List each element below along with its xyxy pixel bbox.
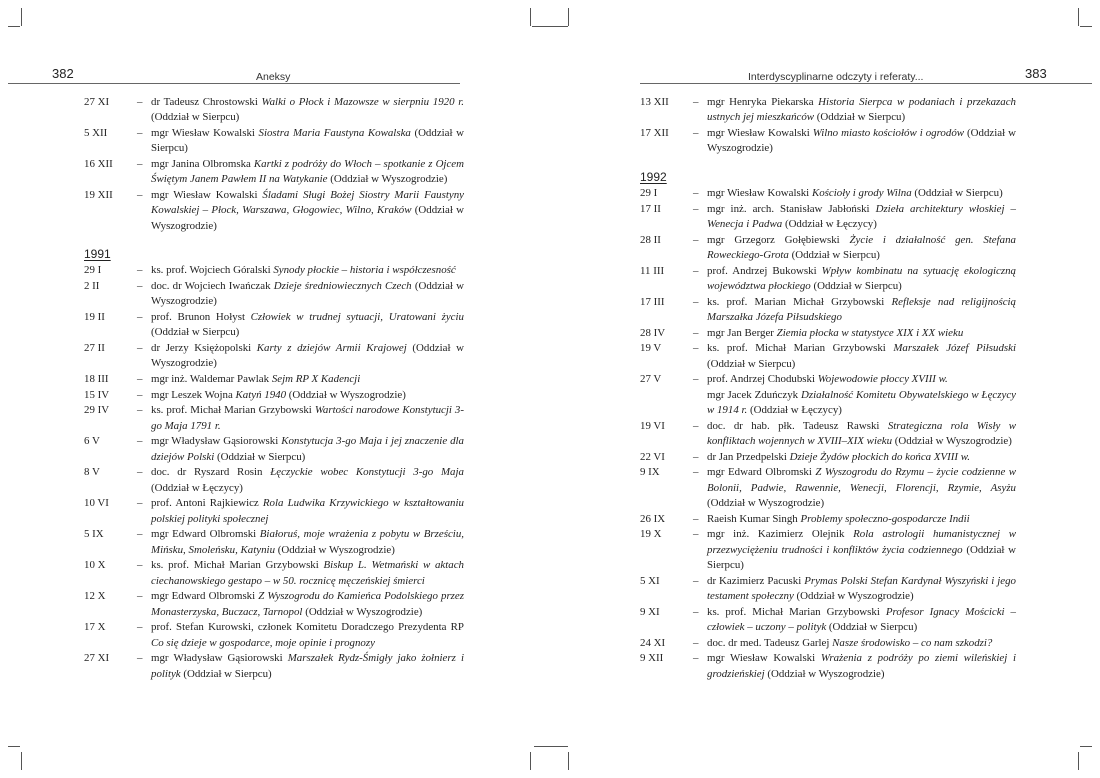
dash-separator: – <box>137 559 143 572</box>
crop-mark <box>1080 26 1092 27</box>
lecture-entry <box>84 388 464 404</box>
lecture-date: 17 X <box>84 621 106 634</box>
lecture-entry <box>640 95 1016 126</box>
dash-separator: – <box>137 621 143 634</box>
lecture-title: Dzieła architektury włoskiej – Wenecja i Padwa <box>707 202 1016 230</box>
dash-separator: – <box>693 419 699 432</box>
lecture-date: 6 V <box>84 435 100 448</box>
lecture-speaker-text: dr Kazimierz Pacuski <box>707 574 805 587</box>
lecture-speaker-text: (Oddział w Sierpcu) <box>707 543 1016 572</box>
lecture-title: Z Wyszogrodu do Rzymu – życie codzienne w Bolonii, Padwie, Rawennie, Wenecji, Florencji, Rzymie, Asyżu <box>707 466 1016 494</box>
lecture-speaker-text: (Oddział w Wyszogrodzie) <box>764 667 885 680</box>
lecture-date: 8 V <box>84 466 100 479</box>
lecture-date: 19 XII <box>84 189 113 201</box>
lecture-date: 17 III <box>640 295 665 308</box>
lecture-speaker-text: (Oddział w Wyszogrodzie) <box>151 204 464 232</box>
lecture-title: Katyń 1940 <box>235 388 287 401</box>
lecture-description <box>151 126 464 157</box>
lecture-entry <box>84 620 464 651</box>
lecture-title: Profesor Ignacy Mościcki – człowiek – uczony – polityk <box>707 605 1017 634</box>
lecture-date: 19 X <box>640 528 662 541</box>
lecture-speaker-text: mgr Wiesław Kowalski <box>151 127 259 139</box>
crop-mark <box>568 752 569 770</box>
lecture-speaker-text: prof. Antoni Rajkiewicz <box>151 497 263 510</box>
dash-separator: – <box>693 652 699 665</box>
lecture-entry <box>84 527 464 558</box>
dash-separator: – <box>137 96 143 108</box>
dash-separator: – <box>693 187 699 199</box>
lecture-date: 24 XI <box>640 636 666 649</box>
lecture-speaker-text: mgr Henryka Piekarska <box>707 96 819 108</box>
dash-separator: – <box>693 326 699 339</box>
lecture-description <box>151 263 464 279</box>
lecture-entry <box>640 264 1016 295</box>
lecture-description <box>707 186 1016 202</box>
lecture-title: Prymas Polski Stefan Kardynał Wyszyński i jego testament społeczny <box>707 574 1016 603</box>
lecture-description <box>707 512 1016 528</box>
year-heading: 1991 <box>84 247 111 262</box>
lecture-speaker-text: mgr Edward Olbromski <box>151 590 259 603</box>
lecture-date: 19 VI <box>640 419 665 432</box>
lecture-speaker-text: (Oddział w Sierpcu) <box>151 127 464 155</box>
lecture-speaker-text: (Oddział w Wyszogrodzie) <box>151 280 465 308</box>
lecture-date: 26 IX <box>640 512 666 525</box>
lecture-title: Historia Sierpca w podaniach i przekazach ustnych jej mieszkańców <box>707 96 1016 124</box>
lecture-description <box>151 310 464 341</box>
dash-separator: – <box>137 497 143 510</box>
lecture-entry <box>640 326 1016 342</box>
lecture-title: Wartości narodowe Konstytucji 3-go Maja 1791 r. <box>151 404 464 432</box>
lecture-date: 12 X <box>84 590 106 603</box>
dash-separator: – <box>693 295 699 308</box>
right-page-number: 383 <box>1025 66 1047 81</box>
lecture-speaker-text: (Oddział w Wyszogrodzie) <box>151 342 464 370</box>
lecture-speaker-text: doc. dr Ryszard Rosin <box>151 466 271 479</box>
lecture-description <box>151 527 464 558</box>
lecture-speaker-text: ks. prof. Wojciech Góralski <box>151 264 274 277</box>
dash-separator: – <box>693 450 699 463</box>
lecture-description <box>707 126 1016 157</box>
lecture-description <box>707 341 1016 372</box>
lecture-title: Rola astrologii humanistycznej w przezwyciężeniu trudności i konfliktów życia codziennego <box>707 528 1016 556</box>
lecture-description <box>151 496 464 527</box>
lecture-speaker-text: mgr inż. Kazimierz Olejnik <box>707 528 854 541</box>
lecture-speaker-text: (Oddział w Łęczycy) <box>782 218 877 230</box>
lecture-entry <box>84 279 464 310</box>
lecture-date: 10 X <box>84 559 106 572</box>
left-running-title: Aneksy <box>256 71 291 83</box>
dash-separator: – <box>137 590 143 603</box>
lecture-speaker-text: ks. prof. Michał Marian Grzybowski <box>707 605 886 618</box>
lecture-entry <box>640 341 1016 372</box>
lecture-entry <box>640 372 1016 388</box>
lecture-date: 29 I <box>84 264 102 277</box>
lecture-speaker-text: ks. prof. Michał Marian Grzybowski <box>151 404 315 417</box>
lecture-description <box>707 388 1016 419</box>
lecture-title: Marszałek Rydz-Śmigły jako żołnierz i polityk <box>151 652 464 680</box>
lecture-description <box>707 233 1016 264</box>
dash-separator: – <box>693 528 699 541</box>
lecture-date: 27 XI <box>84 652 110 665</box>
crop-mark <box>534 26 568 27</box>
dash-separator: – <box>137 280 143 292</box>
lecture-date: 5 XI <box>640 574 660 587</box>
dash-separator: – <box>137 466 143 479</box>
lecture-speaker-text: (Oddział w Wyszogrodzie) <box>793 590 914 603</box>
lecture-speaker-text: (Oddział w Sierpcu) <box>180 667 272 680</box>
lecture-speaker-text: (Oddział w Sierpcu) <box>214 450 306 463</box>
lecture-description <box>707 651 1016 682</box>
lecture-entry <box>84 188 464 234</box>
lecture-title: Łęczyckie wobec Konstytucji 3-go Maja <box>270 466 464 479</box>
lecture-speaker-text: (Oddział w Sierpcu) <box>151 326 240 339</box>
lecture-description <box>707 574 1016 605</box>
lecture-speaker-text: mgr Jacek Zduńczyk <box>707 388 802 401</box>
lecture-entry <box>640 233 1016 264</box>
dash-separator: – <box>693 96 699 108</box>
lecture-speaker-text: mgr Edward Olbromski <box>151 528 260 541</box>
lecture-date: 13 XII <box>640 96 669 108</box>
lecture-entry <box>84 403 464 434</box>
dash-separator: – <box>137 342 143 354</box>
lecture-entry <box>84 465 464 496</box>
lecture-speaker-text: dr Jan Przedpelski <box>707 450 790 463</box>
lecture-description <box>707 636 1016 652</box>
lecture-title: Dzieje średniowiecznych Czech <box>273 280 412 292</box>
lecture-speaker-text: mgr Leszek Wojna <box>151 388 236 401</box>
lecture-date: 17 II <box>640 202 661 215</box>
dash-separator: – <box>693 512 699 525</box>
lecture-title: Strategiczna rola Wisły w konfliktach wojennych w XVIII–XIX wieku <box>707 419 1016 448</box>
lecture-speaker-text: mgr Jan Berger <box>707 326 777 339</box>
lecture-date: 5 XII <box>84 127 108 139</box>
lecture-speaker-text: mgr Wiesław Kowalski <box>707 127 813 139</box>
lecture-speaker-text: prof. Andrzej Bukowski <box>707 264 822 277</box>
right-running-title: Interdyscyplinarne odczyty i referaty... <box>748 71 924 83</box>
lecture-title: Synody płockie – historia i współczesność <box>273 264 456 277</box>
lecture-entry <box>84 310 464 341</box>
left-page-content <box>84 95 464 682</box>
lecture-date: 28 IV <box>640 326 666 339</box>
lecture-date: 5 IX <box>84 528 104 541</box>
lecture-description <box>151 188 464 234</box>
left-header-rule <box>8 83 460 84</box>
lecture-speaker-text: prof. Stefan Kurowski, członek Komitetu Doradczego Prezydenta RP <box>151 621 464 634</box>
lecture-title: Nasze środowisko – co nam szkodzi? <box>832 636 993 649</box>
dash-separator: – <box>137 652 143 665</box>
crop-mark <box>1080 746 1092 747</box>
lecture-date: 9 XII <box>640 652 664 665</box>
crop-mark <box>8 746 20 747</box>
lecture-date: 9 XI <box>640 605 660 618</box>
lecture-description <box>151 341 464 372</box>
lecture-date: 27 II <box>84 342 105 354</box>
lecture-title: Z Wyszogrodu do Kamieńca Podolskiego przez Monasterzyska, Buczacz, Tarnopol <box>151 590 464 618</box>
lecture-entry <box>84 651 464 682</box>
lecture-title: Co się dzieje w gospodarce, moje opinie i prognozy <box>151 636 375 649</box>
lecture-speaker-text: (Oddział w Wyszogrodzie) <box>327 173 448 186</box>
dash-separator: – <box>693 264 699 277</box>
lecture-title: Karty z dziejów Armii Krajowej <box>256 342 407 354</box>
lecture-entry <box>640 574 1016 605</box>
lecture-date: 10 VI <box>84 497 109 510</box>
lecture-title: Człowiek w trudnej sytuacji, Uratowani życiu <box>250 311 464 323</box>
right-header-rule <box>640 83 1092 84</box>
lecture-date: 28 II <box>640 233 661 246</box>
dash-separator: – <box>137 528 143 541</box>
lecture-entry <box>640 465 1016 511</box>
lecture-title: Kościoły i grody Wilna <box>811 187 912 199</box>
dash-separator: – <box>137 158 143 170</box>
crop-mark <box>21 8 22 26</box>
lecture-entry <box>640 651 1016 682</box>
lecture-speaker-text: (Oddział w Sierpcu) <box>911 187 1003 199</box>
lecture-speaker-text: (Oddział w Sierpcu) <box>826 621 918 634</box>
lecture-description <box>151 465 464 496</box>
lecture-entry <box>640 388 1016 419</box>
crop-mark <box>1078 752 1079 770</box>
lecture-speaker-text: mgr Edward Olbromski <box>707 466 816 479</box>
dash-separator: – <box>693 373 699 386</box>
lecture-description <box>707 95 1016 126</box>
lecture-speaker-text: doc. dr med. Tadeusz Garlej <box>707 636 833 649</box>
lecture-title: Walki o Płock i Mazowsze w sierpniu 1920 r. <box>261 96 464 108</box>
lecture-date: 9 IX <box>640 466 660 479</box>
lecture-title: Wpływ kombinatu na sytuację ekologiczną województwa płockiego <box>707 264 1016 292</box>
lecture-title: Problemy społeczno-gospodarcze Indii <box>800 512 970 525</box>
lecture-entry <box>84 157 464 188</box>
lecture-speaker-text: (Oddział w Sierpcu) <box>814 111 906 124</box>
dash-separator: – <box>693 466 699 479</box>
lecture-date: 29 I <box>640 187 658 199</box>
lecture-speaker-text: (Oddział w Wyszogrodzie) <box>286 388 406 401</box>
lecture-entry <box>640 186 1016 202</box>
lecture-entry <box>84 496 464 527</box>
lecture-description <box>707 450 1016 466</box>
lecture-speaker-text: mgr Władysław Gąsiorowski <box>151 435 282 448</box>
lecture-entry <box>84 95 464 126</box>
lecture-entry <box>640 126 1016 157</box>
lecture-entry <box>84 589 464 620</box>
lecture-speaker-text: (Oddział w Sierpcu) <box>151 111 240 124</box>
crop-mark <box>21 752 22 770</box>
lecture-speaker-text: ks. prof. Michał Marian Grzybowski <box>707 342 894 355</box>
lecture-speaker-text: dr Tadeusz Chrostowski <box>151 96 262 108</box>
lecture-description <box>151 372 464 388</box>
crop-mark <box>530 752 531 770</box>
crop-mark <box>532 26 534 27</box>
lecture-description <box>707 202 1016 233</box>
lecture-speaker-text: mgr Wiesław Kowalski <box>707 187 812 199</box>
lecture-speaker-text: doc. dr hab. płk. Tadeusz Rawski <box>707 419 888 432</box>
lecture-entry <box>640 419 1016 450</box>
lecture-speaker-text: ks. prof. Michał Marian Grzybowski <box>151 559 324 572</box>
lecture-speaker-text: (Oddział w Wyszogrodzie) <box>302 605 423 618</box>
lecture-entry <box>84 341 464 372</box>
lecture-date: 19 II <box>84 311 105 323</box>
lecture-title: Dzieje Żydów płockich do końca XVIII w. <box>789 450 970 463</box>
lecture-title: Wilno miasto kościołów i ogrodów <box>812 127 965 139</box>
lecture-title: Białoruś, moje wrażenia z pobytu w Brześciu, Mińsku, Smoleńsku, Katyniu <box>151 528 464 556</box>
lecture-speaker-text: (Oddział w Wyszogrodzie) <box>707 127 1016 155</box>
dash-separator: – <box>693 605 699 618</box>
lecture-speaker-text: mgr inż. Waldemar Pawlak <box>151 373 272 385</box>
lecture-description <box>151 651 464 682</box>
lecture-entry <box>640 202 1016 233</box>
lecture-description <box>151 157 464 188</box>
lecture-title: Refleksje nad religijnością Marszałka Józefa Piłsudskiego <box>707 295 1016 323</box>
lecture-date: 15 IV <box>84 388 110 401</box>
lecture-title: Biskup L. Wetmański w aktach ciechanowskiego gestapo – w 50. rocznicę męczeńskiej śmierci <box>151 559 465 587</box>
lecture-description <box>707 295 1016 326</box>
lecture-date: 27 V <box>640 373 662 386</box>
lecture-title: Sejm RP X Kadencji <box>271 373 361 385</box>
lecture-entry <box>84 126 464 157</box>
lecture-entry <box>640 527 1016 573</box>
lecture-date: 16 XII <box>84 158 113 170</box>
lecture-description <box>707 264 1016 295</box>
dash-separator: – <box>137 404 143 417</box>
lecture-speaker-text: (Oddział w Wyszogrodzie) <box>892 435 1012 448</box>
lecture-speaker-text: prof. Andrzej Chodubski <box>707 373 818 386</box>
lecture-description <box>151 388 464 404</box>
lecture-speaker-text: (Oddział w Łęczycy) <box>151 481 243 494</box>
dash-separator: – <box>693 233 699 246</box>
lecture-description <box>151 279 464 310</box>
lecture-description <box>151 589 464 620</box>
lecture-speaker-text: (Oddział w Łęczycy) <box>747 404 842 417</box>
lecture-entry <box>640 450 1016 466</box>
lecture-title: Rola Ludwika Krzywickiego w kształtowaniu polskiej polityki społecznej <box>151 497 464 525</box>
lecture-speaker-text: (Oddział w Wyszogrodzie) <box>707 497 825 510</box>
dash-separator: – <box>137 373 143 385</box>
lecture-entry <box>84 558 464 589</box>
lecture-description <box>707 527 1016 573</box>
dash-separator: – <box>137 388 143 401</box>
crop-mark <box>534 746 568 747</box>
lecture-title: Ziemia płocka w statystyce XIX i XX wieku <box>776 326 964 339</box>
lecture-date: 2 II <box>84 280 100 292</box>
lecture-title: Życie i działalność gen. Stefana Roweckiego-Grota <box>707 233 1016 261</box>
lecture-date: 11 III <box>640 264 665 277</box>
lecture-speaker-text: mgr Wiesław Kowalski <box>707 652 821 665</box>
dash-separator: – <box>137 264 143 277</box>
lecture-date: 29 IV <box>84 404 110 417</box>
lecture-description <box>707 419 1016 450</box>
crop-mark <box>530 8 531 26</box>
lecture-speaker-text: ks. prof. Marian Michał Grzybowski <box>707 295 892 308</box>
lecture-speaker-text: mgr Władysław Gąsiorowski <box>151 652 288 665</box>
right-page-content <box>640 95 1016 682</box>
lecture-entry <box>84 434 464 465</box>
crop-mark <box>1078 8 1079 26</box>
lecture-speaker-text: mgr Janina Olbromska <box>151 158 254 170</box>
lecture-speaker-text: Raeish Kumar Singh <box>707 512 801 525</box>
lecture-entry <box>640 605 1016 636</box>
lecture-title: Kartki z podróży do Włoch – spotkanie z Ojcem Świętym Janem Pawłem II na Watykanie <box>151 158 464 186</box>
lecture-entry <box>84 263 464 279</box>
dash-separator: – <box>137 311 143 323</box>
dash-separator: – <box>693 127 699 139</box>
left-page-number: 382 <box>52 66 74 81</box>
lecture-date: 27 XI <box>84 96 110 108</box>
lecture-speaker-text: mgr Grzegorz Gołębiewski <box>707 233 850 246</box>
lecture-description <box>151 434 464 465</box>
lecture-entry <box>640 512 1016 528</box>
dash-separator: – <box>693 342 699 355</box>
lecture-description <box>707 326 1016 342</box>
lecture-speaker-text: dr Jerzy Księżopolski <box>151 342 257 354</box>
lecture-speaker-text: mgr inż. arch. Stanisław Jabłoński <box>707 202 876 215</box>
lecture-speaker-text: (Oddział w Sierpcu) <box>788 249 880 261</box>
lecture-date: 18 III <box>84 373 109 385</box>
lecture-description <box>151 403 464 434</box>
lecture-description <box>707 372 1016 388</box>
dash-separator: – <box>693 636 699 649</box>
crop-mark <box>8 26 20 27</box>
lecture-title: Śladami Sługi Bożej Siostry Marii Faustyny Kowalskiej – Płock, Warszawa, Głogowiec, Wilno, Kraków <box>151 189 464 217</box>
dash-separator <box>693 388 707 419</box>
lecture-description <box>151 95 464 126</box>
lecture-title: Działalność Komitetu Obywatelskiego w Łęczycy w 1914 r. <box>707 388 1016 417</box>
lecture-description <box>707 605 1016 636</box>
lecture-title: Marszałek Józef Piłsudski <box>893 342 1017 355</box>
dash-separator: – <box>693 574 699 587</box>
dash-separator: – <box>137 189 143 201</box>
lecture-entry <box>640 295 1016 326</box>
lecture-title: Konstytucja 3-go Maja i jej znaczenie dla dziejów Polski <box>151 435 465 463</box>
lecture-description <box>707 465 1016 511</box>
lecture-date: 19 V <box>640 342 662 355</box>
lecture-title: Siostra Maria Faustyna Kowalska <box>258 127 411 139</box>
lecture-speaker-text: doc. dr Wojciech Iwańczak <box>151 280 274 292</box>
lecture-speaker-text: (Oddział w Sierpcu) <box>707 357 796 370</box>
year-heading: 1992 <box>640 170 667 184</box>
lecture-date <box>640 388 693 419</box>
lecture-entry <box>84 372 464 388</box>
dash-separator: – <box>137 435 143 448</box>
lecture-description <box>151 620 464 651</box>
lecture-speaker-text: (Oddział w Sierpcu) <box>810 280 902 292</box>
lecture-speaker-text: prof. Brunon Hołyst <box>151 311 251 323</box>
lecture-description <box>151 558 464 589</box>
dash-separator: – <box>693 202 699 215</box>
lecture-title: Wrażenia z podróży po ziemi wileńskiej i grodzieńskiej <box>707 652 1016 680</box>
lecture-title: Wojewodowie płoccy XVIII w. <box>817 373 948 386</box>
crop-mark <box>568 8 569 26</box>
lecture-date: 17 XII <box>640 127 669 139</box>
lecture-speaker-text: mgr Wiesław Kowalski <box>151 189 263 201</box>
dash-separator: – <box>137 127 143 139</box>
lecture-entry <box>640 636 1016 652</box>
lecture-date: 22 VI <box>640 450 665 463</box>
lecture-speaker-text: (Oddział w Wyszogrodzie) <box>275 543 395 556</box>
